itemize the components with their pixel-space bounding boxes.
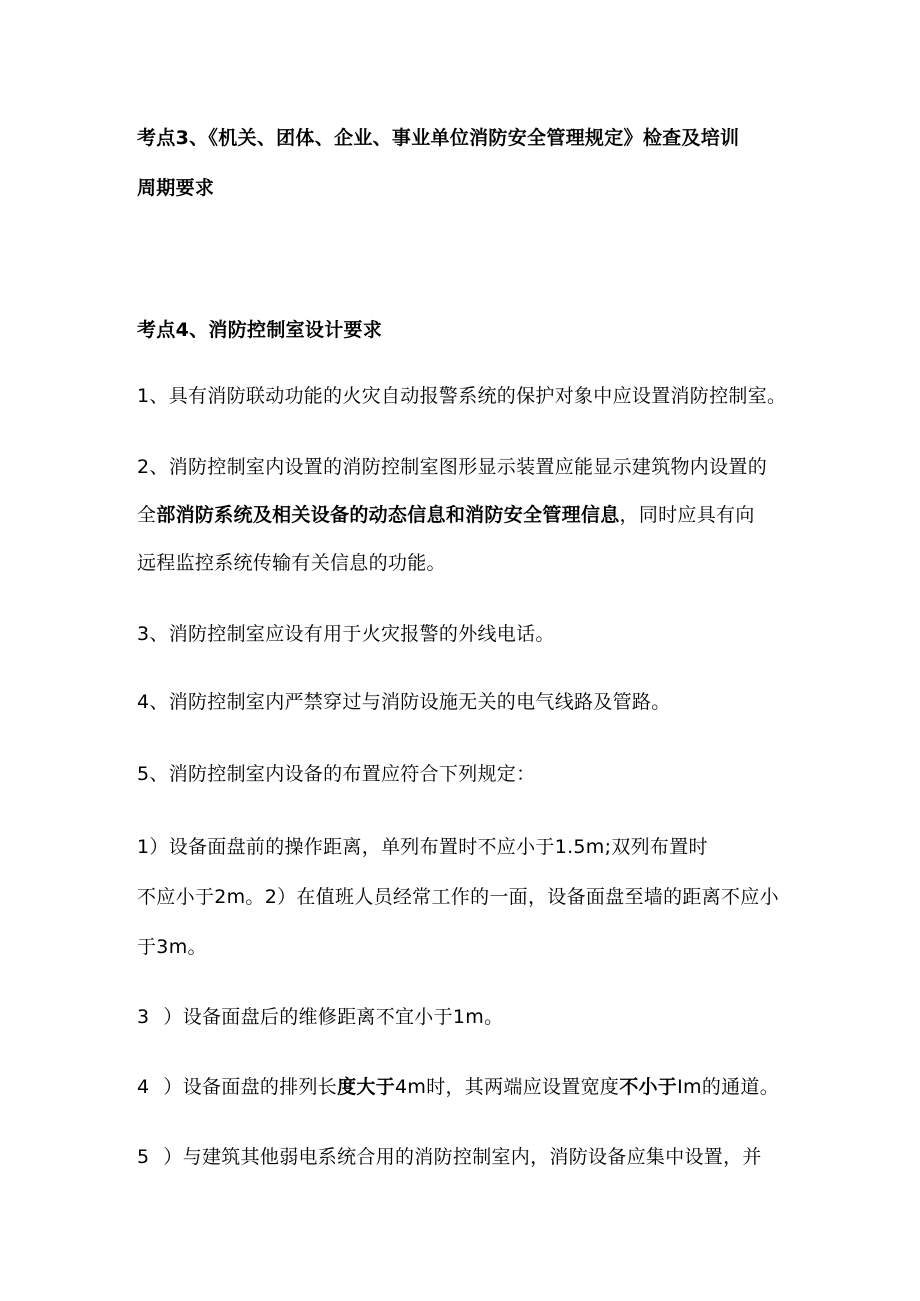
sub-item-1-line1: 1）设备面盘前的操作距离，单列布置时不应小于1.5m;双列布置时 [137, 836, 708, 858]
paragraph-2-tail: ，同时应具有向 [619, 504, 755, 526]
paragraph-2-line3: 远程监控系统传输有关信息的功能。 [137, 552, 446, 574]
heading-kaodian4: 考点4、消防控制室设计要求 [137, 319, 383, 341]
paragraph-2-bold: 部消防系统及相关设备的动态信息和消防安全管理信息 [156, 504, 620, 526]
sub-item-3 [137, 1005, 503, 1029]
sub-item-5-number: 5 [137, 1146, 150, 1168]
sub-item-5-text: ）与建筑其他弱电系统合用的消防控制室内，消防设备应集中设置，并 [163, 1146, 762, 1168]
sub-item-4-text-b: 度大于 [337, 1076, 395, 1098]
sub-item-4-text-e: Im的通道。 [677, 1076, 780, 1098]
sub-item-3-text: ）设备面盘后的维修距离不宜小于1m。 [163, 1006, 504, 1028]
sub-item-4-text-a: ）设备面盘的排列长 [163, 1076, 338, 1098]
sub-item-4 [137, 1075, 779, 1099]
sub-item-4-text-d: 不小于 [619, 1076, 678, 1098]
sub-item-1-line2: 不应小于2m。2）在值班人员经常工作的一面，设备面盘至墙的距离不应小 [137, 886, 779, 908]
sub-item-4-number: 4 [137, 1076, 150, 1098]
sub-item-5 [137, 1145, 762, 1169]
heading-kaodian3-line1: 考点3、《机关、团体、企业、事业单位消防安全管理规定》检查及培训 [137, 127, 740, 149]
paragraph-3: 3、消防控制室应设有用于火灾报警的外线电话。 [137, 623, 555, 645]
sub-item-1-line3: 于3m。 [137, 936, 207, 958]
heading-kaodian3-line2: 周期要求 [137, 177, 215, 199]
paragraph-2-line1: 2、消防控制室内设置的消防控制室图形显示装置应能显示建筑物内设置的 [137, 456, 767, 478]
paragraph-2-lead: 全 [137, 504, 157, 526]
paragraph-5: 5、消防控制室内设备的布置应符合下列规定： [137, 763, 536, 785]
paragraph-2-line2 [137, 503, 755, 527]
paragraph-1: 1、具有消防联动功能的火灾自动报警系统的保护对象中应设置消防控制室。 [137, 385, 787, 407]
paragraph-4: 4、消防控制室内严禁穿过与消防设施无关的电气线路及管路。 [137, 691, 671, 713]
sub-item-4-text-c: 4m时，其两端应设置宽度 [395, 1076, 620, 1098]
sub-item-3-number: 3 [137, 1006, 150, 1028]
